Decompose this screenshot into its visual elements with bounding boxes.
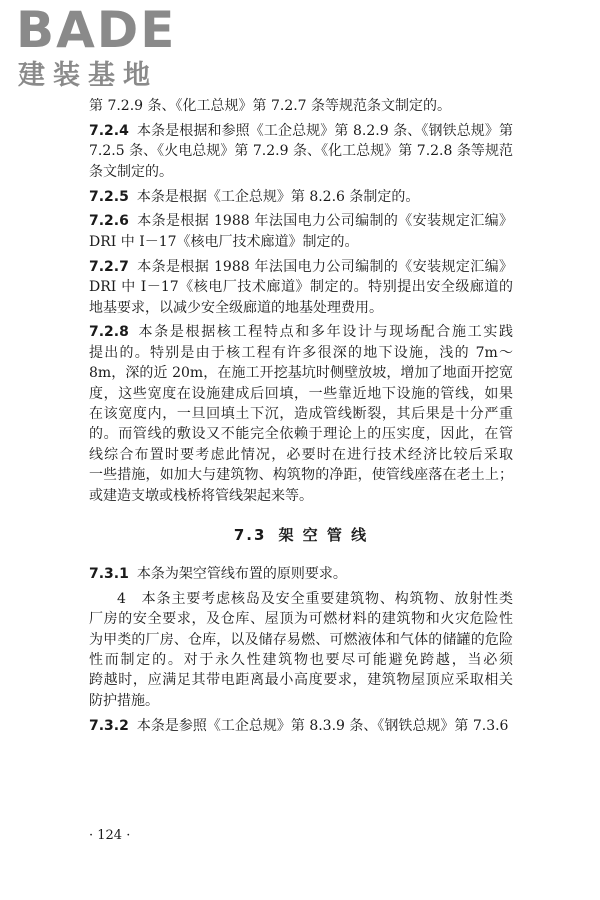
line-text: DRI 中 Ⅰ－17《核电厂技术廊道》制定的。	[89, 233, 359, 250]
text-line	[89, 564, 513, 584]
line-text: 本条为架空管线布置的原则要求。	[136, 565, 347, 582]
clause-number: 7.2.6	[89, 213, 129, 230]
line-text: 在该宽度内，一旦回填土下沉，造成管线断裂，其后果是十分严重	[89, 405, 513, 422]
line-text: 提出的。特别是由于核工程有许多很深的地下设施，浅的 7m～	[89, 344, 513, 361]
line-text: 度，这些宽度在设施建成后回填，一些靠近地下设施的管线，如果	[89, 385, 513, 402]
text-line	[89, 257, 513, 277]
text-line	[89, 609, 513, 629]
clause-number: 7.2.4	[89, 122, 129, 139]
text-line	[89, 96, 513, 116]
text-line	[89, 465, 513, 485]
line-text: 7.2.5 条、《火电总规》第 7.2.9 条、《化工总规》第 7.2.8 条等规范	[89, 143, 513, 160]
clause-number: 7.2.5	[89, 188, 129, 205]
text-line	[89, 486, 513, 506]
line-text: 4 本条主要考虑核岛及安全重要建筑物、构筑物、放射性类	[117, 590, 513, 607]
line-text: 本条是根据 1988 年法国电力公司编制的《安装规定汇编》	[136, 213, 513, 230]
text-line	[89, 670, 513, 690]
text-line	[89, 630, 513, 650]
text-line	[89, 404, 513, 424]
text-line	[89, 277, 513, 297]
line-text: 本条是根据 1988 年法国电力公司编制的《安装规定汇编》	[136, 258, 513, 275]
line-text: 的。而管线的敷设又不能完全依赖于理论上的压实度，因此，在管	[89, 426, 513, 443]
text-line	[89, 691, 513, 711]
line-text: 地基要求，以减少安全级廊道的地基处理费用。	[89, 299, 383, 316]
logo-subtitle: 建装基地	[18, 60, 158, 91]
line-text: 第 7.2.9 条、《化工总规》第 7.2.7 条等规范条文制定的。	[89, 98, 452, 114]
line-text: 本条是根据和参照《工企总规》第 8.2.9 条、《钢铁总规》第	[136, 122, 513, 139]
line-text: 或建造支墩或栈桥将管线架起来等。	[89, 487, 313, 504]
line-text: 8m，深的近 20m，在施工开挖基坑时侧壁放坡，增加了地面开挖宽	[89, 365, 513, 382]
text-line	[89, 445, 513, 465]
logo-brand: BADE	[16, 1, 177, 59]
text-line	[89, 424, 513, 444]
text-line	[89, 211, 513, 231]
line-text: 线综合布置时要考虑此情况，必要时在进行技术经济比较后采取	[89, 446, 513, 463]
text-line	[89, 322, 513, 342]
page-number: · 124 ·	[89, 828, 131, 843]
text-line	[89, 716, 513, 736]
section-title: 架 空 管 线	[278, 525, 369, 544]
clause-number: 7.3.1	[89, 565, 129, 582]
line-text: 本条是根据《工企总规》第 8.2.6 条制定的。	[136, 188, 420, 205]
section-heading	[89, 525, 513, 545]
text-line	[89, 589, 513, 609]
text-line	[89, 232, 513, 252]
line-text: 本条是参照《工企总规》第 8.3.9 条、《钢铁总规》第 7.3.6	[136, 717, 509, 734]
page-body	[89, 96, 513, 736]
line-text: 一些措施，如加大与建筑物、构筑物的净距，使管线座落在老土上；	[89, 467, 513, 484]
line-text: 性而制定的。对于永久性建筑物也要尽可能避免跨越，当必须	[89, 651, 513, 668]
text-line	[89, 343, 513, 363]
line-text: 条文制定的。	[89, 163, 173, 180]
clause-number: 7.2.7	[89, 258, 129, 275]
text-line	[89, 121, 513, 141]
line-text: 厂房的安全要求，及仓库、屋顶为可燃材料的建筑物和火灾危险性	[89, 611, 513, 628]
line-text: 为甲类的厂房、仓库，以及储存易燃、可燃液体和气体的储罐的危险	[89, 631, 513, 648]
text-line	[89, 187, 513, 207]
text-line	[89, 384, 513, 404]
line-text: 本条是根据核工程特点和多年设计与现场配合施工实践	[136, 324, 513, 341]
text-line	[89, 298, 513, 318]
text-line	[89, 141, 513, 161]
clause-number: 7.3.2	[89, 717, 129, 734]
line-text: 跨越时，应满足其带电距离最小高度要求，建筑物屋顶应采取相关	[89, 672, 513, 689]
clause-number: 7.2.8	[89, 324, 129, 341]
text-line	[89, 363, 513, 383]
section-number: 7.3	[233, 525, 267, 544]
line-text: DRI 中 Ⅰ－17《核电厂技术廊道》制定的。特别提出安全级廊道的	[89, 279, 513, 296]
line-text: 防护措施。	[89, 692, 159, 709]
text-line	[89, 650, 513, 670]
text-line	[89, 162, 513, 182]
logo	[8, 2, 178, 94]
